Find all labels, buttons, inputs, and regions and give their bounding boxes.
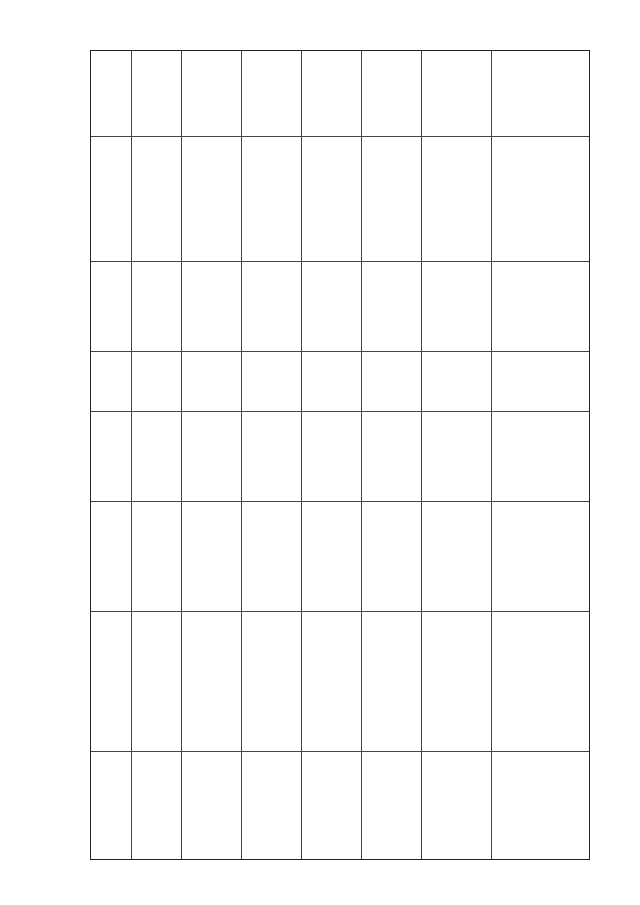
table-row-divider: [91, 411, 589, 412]
table-row-divider: [91, 351, 589, 352]
table-column-divider: [181, 51, 182, 859]
table-column-divider: [131, 51, 132, 859]
table-column-divider: [301, 51, 302, 859]
table-column-divider: [361, 51, 362, 859]
table-row-divider: [91, 261, 589, 262]
table-row-divider: [91, 611, 589, 612]
table-header-divider: [91, 136, 589, 137]
budget-table: [90, 50, 590, 860]
table-column-divider: [491, 51, 492, 859]
table-column-divider: [241, 51, 242, 859]
table-column-divider: [421, 51, 422, 859]
table-row-divider: [91, 501, 589, 502]
table-row-divider: [91, 751, 589, 752]
